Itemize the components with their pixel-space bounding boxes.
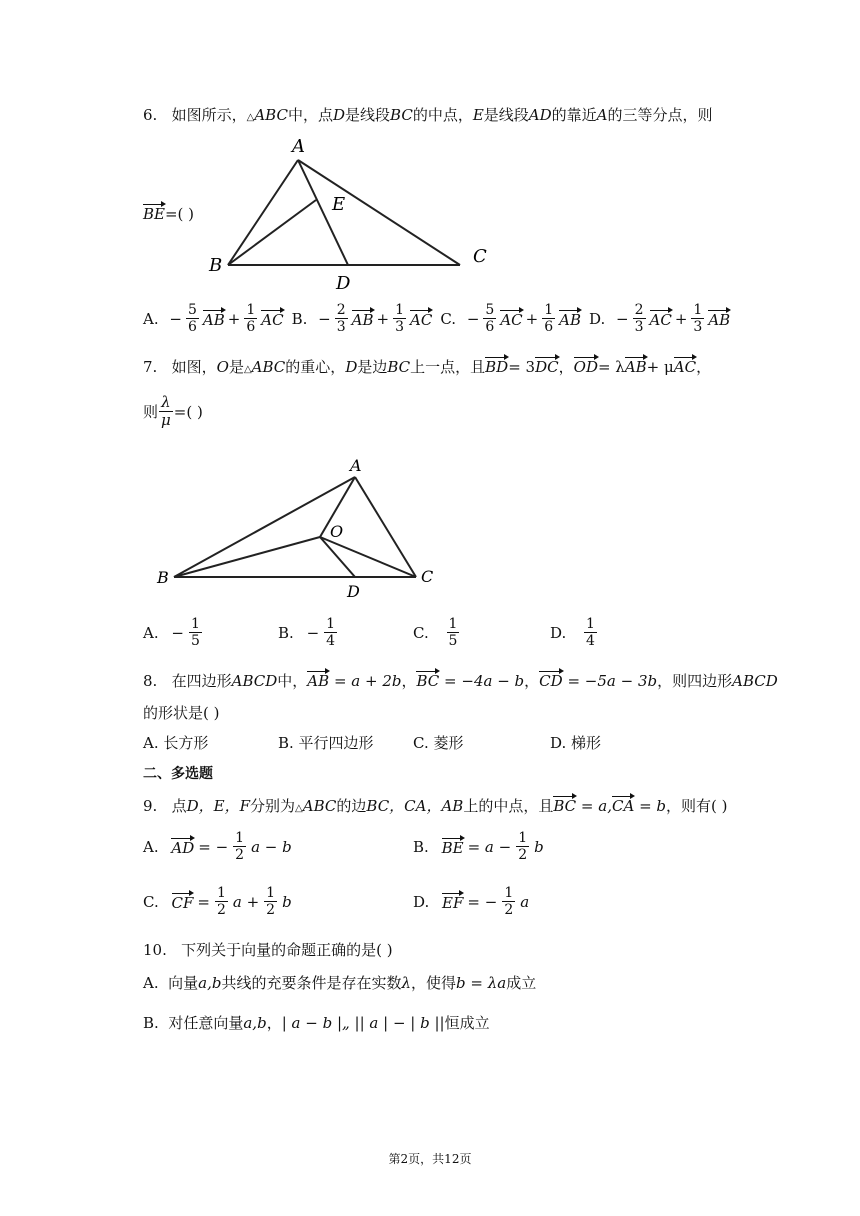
q8-option-a[interactable]: A. 长方形 — [143, 734, 209, 752]
q6-option-b[interactable]: B. − $\frac{2}{3}$ AB + $\frac{1}{3}$ AC — [291, 302, 433, 336]
q7-option-b[interactable]: B. − $\frac{1}{4}$ — [278, 616, 336, 650]
q8-stem-line2: 的形状是( ) — [143, 704, 220, 722]
section-heading-multi-choice: 二、多选题 — [143, 766, 213, 782]
q8-option-d[interactable]: D. 梯形 — [550, 734, 602, 752]
q7-label-o: O — [330, 522, 344, 541]
q7-label-a: A — [350, 456, 362, 475]
q7-label-c: C — [421, 567, 434, 586]
q9-option-c[interactable]: C. CF = $\frac{1}{2}$ a + $\frac{1}{2}$ b — [143, 885, 292, 919]
q8-option-c[interactable]: C. 菱形 — [413, 734, 464, 752]
q7-ratio: 则 $\frac{\lambda}{\mu}$ =( ) — [143, 393, 203, 430]
q8-stem: 8. 在四边形ABCD中，AB = a + 2b，BC = −4a − b，CD = −5a − 3b，则四边形ABCD — [143, 672, 778, 690]
q6-label-d: D — [336, 273, 351, 292]
q9-option-d[interactable]: D. EF = − $\frac{1}{2}$ a — [413, 885, 530, 919]
q6-label-b: B — [209, 255, 223, 276]
q7-option-d[interactable]: D. $\frac{1}{4}$ — [550, 616, 595, 650]
q6-stem-expression: BE=( ) — [143, 205, 195, 223]
q6-label-c: C — [473, 246, 487, 267]
q9-option-b[interactable]: B. BE = a − $\frac{1}{2}$ b — [413, 830, 544, 864]
q7-stem: 7. 如图，O是△ABC的重心，D是边BC上一点，且BD= 3DC，OD= λAB+ μAC， — [143, 358, 712, 376]
q6-option-d[interactable]: D. − $\frac{2}{3}$ AC + $\frac{1}{3}$ AB — [588, 302, 731, 336]
q6-option-c[interactable]: C. − $\frac{5}{6}$ AC + $\frac{1}{6}$ AB — [440, 302, 581, 336]
q6-label-a: A — [292, 136, 305, 157]
q10-option-a[interactable]: A. 向量a,b共线的充要条件是存在实数λ，使得b = λa成立 — [143, 974, 537, 992]
q6-options — [143, 302, 730, 335]
q9-option-a[interactable]: A. AD = − $\frac{1}{2}$ a − b — [143, 830, 292, 864]
q6-option-a[interactable]: A. − $\frac{5}{6}$ AB + $\frac{1}{6}$ AC — [143, 302, 284, 336]
q10-stem: 10. 下列关于向量的命题正确的是( ) — [143, 941, 393, 959]
q10-option-b[interactable]: B. 对任意向量a,b，| a − b |„ || a | − | b ||恒成立 — [143, 1014, 490, 1032]
q6-stem: 6. 如图所示，△ABC中，点D是线段BC的中点，E是线段AD的靠近A的三等分点，则 — [143, 106, 713, 124]
q6-triangle-figure — [200, 132, 500, 292]
q7-option-c[interactable]: C. $\frac{1}{5}$ — [413, 616, 458, 650]
q9-stem: 9. 点D，E，F分别为△ABC的边BC，CA，AB上的中点，且BC = a,CA = b，则有( ) — [143, 797, 728, 815]
q7-triangle-figure — [150, 455, 450, 605]
q7-option-a[interactable]: A. − $\frac{1}{5}$ — [143, 616, 200, 650]
q7-label-b: B — [157, 568, 169, 587]
q7-label-d: D — [347, 582, 360, 601]
q8-option-b[interactable]: B. 平行四边形 — [278, 734, 374, 752]
page-footer: 第2页，共12页 — [388, 1152, 472, 1166]
q6-label-e: E — [332, 194, 346, 215]
